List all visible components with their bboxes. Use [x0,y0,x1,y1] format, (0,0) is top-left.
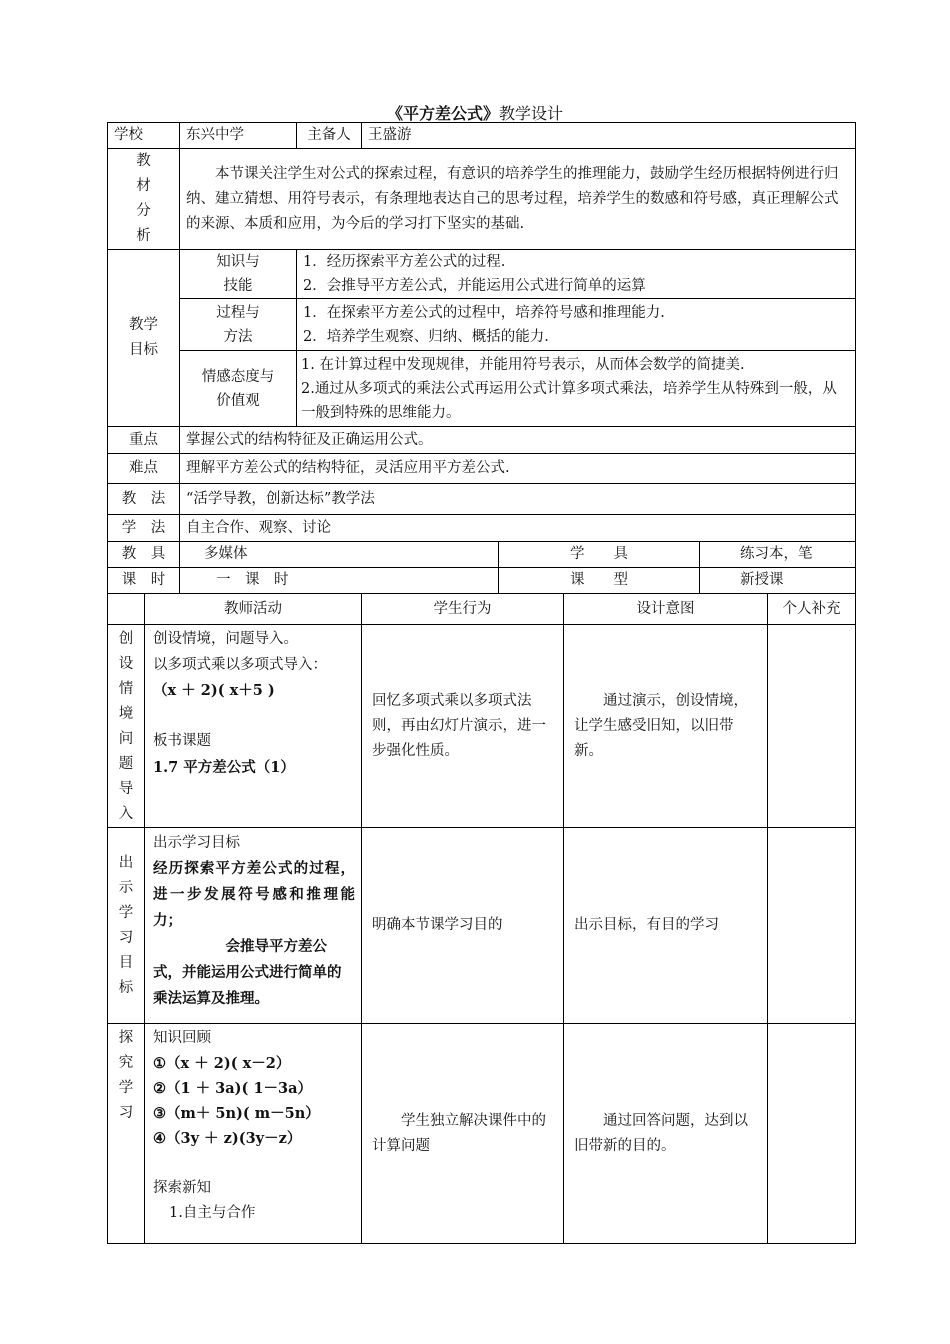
goal-items-process: 1．在探索平方差公式的过程中，培养符号感和推理能力. 2．培养学生观察、归纳、概括的能力. [297,299,856,351]
teacher-activity-header: 教师活动 [145,594,362,625]
learning-method-row [108,515,856,542]
student-tools-value: 练习本，笔 [700,542,856,568]
student-behavior-goals: 明确本节课学习目的 [362,828,564,1024]
learning-method-label: 学 法 [108,515,180,542]
personal-supplement-explore [768,1024,856,1244]
student-tools-label: 学 具 [499,542,700,568]
student-behavior-explore: 学生独立解决课件中的计算问题 [362,1024,564,1244]
goal-name-knowledge: 知识与 技能 [180,250,297,299]
teaching-method-value: “活学导教，创新达标”教学法 [180,484,856,515]
exercise-4: ④（3y ＋ z)(3y－z） [153,1130,302,1147]
title-rest: 教学设计 [499,104,564,123]
activity-header-blank [108,594,145,625]
difficulty-row [108,454,856,484]
section-row-intro [108,625,856,828]
exercise-3: ③（m＋ 5n)( m－5n） [153,1105,320,1122]
student-behavior-header: 学生行为 [362,594,564,625]
period-label: 课 时 [108,568,180,594]
personal-supplement-intro [768,625,856,828]
design-intent-intro: 通过演示，创设情境，让学生感受旧知，以旧带新。 [564,625,768,828]
goal-row-emotion [108,351,856,427]
teaching-method-row [108,484,856,515]
activity-header-row [108,594,856,625]
lesson-type-label: 课 型 [499,568,700,594]
design-intent-header: 设计意图 [564,594,768,625]
analysis-text: 本节课关注学生对公式的探索过程，有意识的培养学生的推理能力，鼓励学生经历根据特例进行归纳、建立猜想、用符号表示，有条理地表达自己的思考过程，培养学生的数感和符号感，真正理解公式的来源、本质和应用，为今后的学习打下坚实的基础. [180,149,856,250]
lesson-type-value: 新授课 [700,568,856,594]
difficulty-label: 难点 [108,454,180,484]
preparer-value: 王盛游 [362,123,856,149]
learning-method-value: 自主合作、观察、讨论 [180,515,856,542]
section-label-explore: 探 究 学 习 [108,1024,145,1244]
personal-supplement-goals [768,828,856,1024]
goal-name-emotion: 情感态度与 价值观 [180,351,297,427]
tools-row [108,542,856,568]
exercise-1: ①（x ＋ 2)( x－2） [153,1055,291,1072]
preparer-label: 主备人 [297,123,362,149]
analysis-row [108,149,856,250]
section-label-intro: 创 设 情 境 问 题 导 入 [108,625,145,828]
difficulty-value: 理解平方差公式的结构特征，灵活应用平方差公式. [180,454,856,484]
period-row [108,568,856,594]
goal-name-process: 过程与 方法 [180,299,297,351]
goal-row-knowledge [108,250,856,299]
header-row [108,123,856,149]
personal-supplement-header: 个人补充 [768,594,856,625]
tools-value: 多媒体 [180,542,499,568]
document-title [0,101,950,124]
lesson-plan-table [107,122,856,1244]
section-row-goals [108,828,856,1024]
school-value: 东兴中学 [180,123,297,149]
goal-row-process [108,299,856,351]
teacher-activity-explore: 知识回顾 ①（x ＋ 2)( x－2） ②（1 ＋ 3a)( 1－3a） ③（m＋ 5n)( m－5n） ④（3y ＋ z)(3y－z） 探索新知 1.自主与合作 [145,1024,362,1244]
period-value: 一 课 时 [180,568,499,594]
student-behavior-intro: 回忆多项式乘以多项式法则，再由幻灯片演示，进一步强化性质。 [362,625,564,828]
teaching-method-label: 教 法 [108,484,180,515]
title-bold: 《平方差公式》 [386,104,499,123]
tools-label: 教 具 [108,542,180,568]
section-label-goals: 出 示 学 习 目 标 [108,828,145,1024]
key-point-label: 重点 [108,427,180,454]
analysis-label: 教 材 分 析 [108,149,180,250]
goals-label: 教学 目标 [108,250,180,427]
section-row-explore [108,1024,856,1244]
key-point-value: 掌握公式的结构特征及正确运用公式。 [180,427,856,454]
school-label: 学校 [108,123,180,149]
teacher-activity-intro: 创设情境，问题导入。 以多项式乘以多项式导入： （x ＋ 2)( x＋5 ) 板书课题 1.7 平方差公式（1） [145,625,362,828]
exercise-2: ②（1 ＋ 3a)( 1－3a） [153,1080,313,1097]
design-intent-goals: 出示目标，有目的学习 [564,828,768,1024]
design-intent-explore: 通过回答问题，达到以旧带新的目的。 [564,1024,768,1244]
goal-items-knowledge: 1．经历探索平方差公式的过程. 2．会推导平方差公式，并能运用公式进行简单的运算 [297,250,856,299]
goal-items-emotion: 1. 在计算过程中发现规律，并能用符号表示，从而体会数学的简捷美. 2.通过从多项式的乘法公式再运用公式计算多项式乘法，培养学生从特殊到一般，从一般到特殊的思维能力。 [297,351,856,427]
teacher-activity-goals: 出示学习目标 经历探索平方差公式的过程，进一步发展符号感和推理能力； 会推导平方差公式，并能运用公式进行简单的乘法运算及推理。 [145,828,362,1024]
key-point-row [108,427,856,454]
